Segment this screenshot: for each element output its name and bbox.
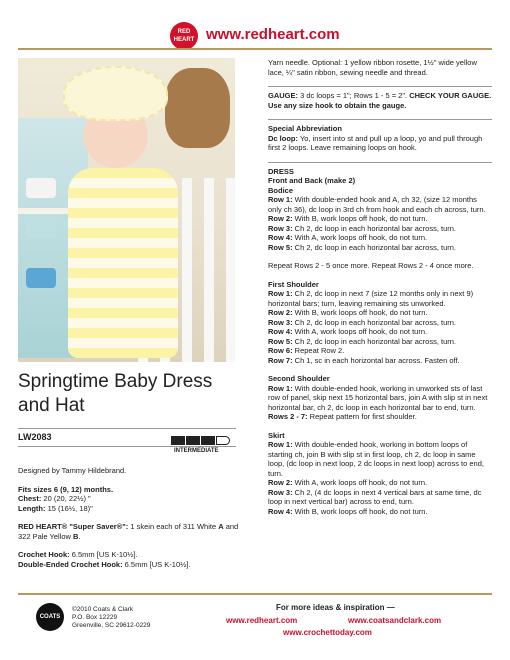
row-text: With double-ended hook, working in unworked sts of last row of panel, skip next 15 horizontal bars, join A with slip st in next horizontal bar, ch 2, dc loop in each horizontal bar to end, turn. bbox=[268, 383, 488, 412]
coats-logo-text: COATS bbox=[39, 614, 61, 620]
row-text: With B, work loops off hook, do not turn. bbox=[292, 214, 428, 223]
row-label: Row 2: bbox=[268, 308, 293, 317]
instruction-row bbox=[268, 243, 492, 253]
footer-link-crochettoday[interactable]: www.crochettoday.com bbox=[283, 628, 372, 637]
sizes-block bbox=[18, 485, 243, 514]
photo-towel bbox=[26, 218, 56, 238]
front-back-heading: Front and Back (make 2) bbox=[268, 176, 356, 185]
yarn-end: . bbox=[78, 531, 81, 541]
double-hook-label: Double-Ended Crochet Hook: bbox=[18, 559, 123, 569]
header-url-link[interactable]: www.redheart.com bbox=[206, 26, 340, 43]
row-text: With B, work loops off hook, do not turn. bbox=[292, 506, 428, 516]
row-text: Ch 1, sc in each horizontal bar across. Fasten off. bbox=[292, 355, 460, 365]
skill-level-bar bbox=[201, 436, 215, 445]
row-text: Ch 2, dc loop in each horizontal bar across, turn. bbox=[292, 317, 457, 327]
gauge-text: 3 dc loops = 1"; Rows 1 - 5 = 2". bbox=[298, 91, 410, 100]
gauge-divider bbox=[268, 86, 492, 87]
dress-divider bbox=[268, 162, 492, 163]
yarn-mid: and 322 Pale Yellow bbox=[18, 522, 239, 541]
row-label: Row 3: bbox=[268, 487, 293, 497]
double-hook-value: 6.5mm [US K-10½]. bbox=[122, 559, 191, 569]
instruction-row bbox=[268, 356, 492, 366]
dress-heading: DRESS bbox=[268, 166, 294, 176]
row-text: Ch 2, dc loop in next 7 (size 12 months only in next 9) horizontal bars; turn, leaving remaining sts unworked. bbox=[268, 289, 474, 308]
spacer bbox=[268, 252, 492, 261]
crochet-hook-label: Crochet Hook: bbox=[18, 550, 70, 559]
bodice-rows bbox=[268, 195, 492, 252]
bottom-divider bbox=[18, 593, 492, 595]
instruction-row bbox=[268, 308, 492, 318]
skill-level-bar bbox=[171, 436, 185, 445]
notions: Yarn needle. Optional: 1 yellow ribbon rosette, 1½" wide yellow lace, ¼" satin ribbon, sewing needle and thread. bbox=[268, 58, 477, 77]
row-text: With A, work loops off hook, do not turn. bbox=[292, 233, 428, 242]
bodice-heading: Bodice bbox=[268, 185, 294, 195]
row-text: With B, work loops off hook, do not turn. bbox=[292, 308, 428, 317]
length-value: 15 (16½, 18)" bbox=[45, 503, 93, 513]
photo-teddy-bear bbox=[165, 68, 230, 148]
row-label: Row 1: bbox=[268, 289, 293, 298]
coats-logo bbox=[36, 603, 64, 631]
first-shoulder-rows bbox=[268, 289, 492, 365]
row-label: Row 4: bbox=[268, 506, 293, 516]
footer-link-coatsandclark[interactable]: www.coatsandclark.com bbox=[348, 616, 442, 625]
length-label: Length: bbox=[18, 503, 46, 513]
special-text: Yo, insert into st and pull up a loop, yo and pull through first 2 loops. Leave remaining loops on hook. bbox=[268, 133, 483, 152]
abbreviation-divider bbox=[268, 119, 492, 120]
yarn-brand: RED HEART® "Super Saver®": bbox=[18, 522, 129, 531]
special-abbreviation bbox=[268, 124, 492, 153]
row-text: Repeat pattern for first shoulder. bbox=[307, 412, 417, 421]
row-label: Row 3: bbox=[268, 317, 293, 327]
row-text: Repeat Row 2. bbox=[292, 346, 345, 355]
gauge-block bbox=[268, 91, 492, 110]
title-divider bbox=[18, 428, 236, 429]
instruction-row bbox=[268, 327, 492, 337]
designer-credit: Designed by Tammy Hildebrand. bbox=[18, 466, 127, 475]
row-label: Row 2: bbox=[268, 214, 293, 223]
row-text: Ch 2, dc loop in each horizontal bar across, turn. bbox=[292, 336, 457, 346]
first-shoulder-heading: First Shoulder bbox=[268, 279, 319, 289]
special-heading: Special Abbreviation bbox=[268, 124, 342, 133]
footer-address bbox=[72, 606, 150, 630]
product-photo bbox=[18, 58, 235, 362]
gauge-check: CHECK YOUR GAUGE. Use any size hook to obtain the gauge. bbox=[268, 91, 492, 110]
skill-level-bar-empty bbox=[216, 436, 230, 445]
spacer bbox=[268, 422, 492, 431]
row-label: Row 1: bbox=[268, 383, 293, 393]
row-label: Row 1: bbox=[268, 195, 293, 204]
materials-info bbox=[18, 466, 243, 578]
instruction-row bbox=[268, 384, 492, 413]
sizes-fits: Fits sizes 6 (9, 12) months. bbox=[18, 484, 114, 494]
row-label: Row 6: bbox=[268, 346, 293, 355]
instruction-row bbox=[268, 488, 492, 507]
chest-value: 20 (20, 22½) " bbox=[41, 494, 91, 503]
row-text: Ch 2, (4 dc loops in next 4 vertical bars at same time, dc loop in next vertical bar) across to end, turn. bbox=[268, 487, 482, 506]
photo-towel bbox=[26, 268, 56, 288]
photo-hat bbox=[63, 66, 168, 121]
instruction-row bbox=[268, 233, 492, 243]
yarn-color-b: B bbox=[73, 531, 79, 541]
crochet-hook-value: 6.5mm [US K-10½]. bbox=[69, 550, 138, 559]
spacer bbox=[268, 365, 492, 374]
skill-level-bar bbox=[186, 436, 200, 445]
row-text: With A, work loops off hook, do not turn. bbox=[292, 327, 428, 336]
skirt-rows bbox=[268, 440, 492, 516]
second-shoulder-heading: Second Shoulder bbox=[268, 374, 330, 383]
row-text: With A, work loops off hook, do not turn. bbox=[292, 478, 428, 487]
spacer bbox=[268, 271, 492, 280]
row-text: Ch 2, dc loop in each horizontal bar across, turn. bbox=[292, 242, 457, 252]
hooks-block bbox=[18, 550, 243, 569]
row-label: Rows 2 - 7: bbox=[268, 412, 308, 421]
instruction-row bbox=[268, 214, 492, 224]
logo-text: RED HEART bbox=[173, 29, 195, 43]
instruction-row bbox=[268, 318, 492, 328]
yarn-block bbox=[18, 522, 243, 541]
instruction-row bbox=[268, 478, 492, 488]
code-divider bbox=[18, 446, 236, 447]
dress-section bbox=[268, 167, 492, 517]
row-text: With double-ended hook and A, ch 32, (size 12 months only ch 36), dc loop in 3rd ch from hook and each ch across, turn. bbox=[268, 195, 486, 214]
instruction-row bbox=[268, 412, 492, 422]
instructions-column bbox=[268, 58, 492, 525]
instruction-row bbox=[268, 195, 492, 214]
skirt-heading: Skirt bbox=[268, 430, 285, 440]
gauge-label: GAUGE: bbox=[268, 91, 298, 100]
photo-dress bbox=[68, 168, 178, 358]
row-label: Row 3: bbox=[268, 223, 293, 233]
second-shoulder-rows bbox=[268, 384, 492, 422]
address-line: Greenville, SC 29612-0229 bbox=[72, 622, 151, 629]
row-text: With double-ended hook, working in bottom loops of starting ch, join B with slip st in first loop, ch 2, dc loop in same loop, (dc loop in next loop, 2 dc loops in next loop) across to end, turn. bbox=[268, 440, 484, 478]
repeat-note: Repeat Rows 2 - 5 once more. Repeat Rows 2 - 4 once more. bbox=[268, 261, 474, 270]
instruction-row bbox=[268, 224, 492, 234]
instruction-row bbox=[268, 346, 492, 356]
address-line: ©2010 Coats & Clark bbox=[72, 606, 134, 613]
row-text: Ch 2, dc loop in each horizontal bar across, turn. bbox=[292, 223, 457, 233]
row-label: Row 4: bbox=[268, 233, 293, 242]
yarn-color-a: A bbox=[218, 522, 224, 531]
skill-level-label: INTERMEDIATE bbox=[174, 448, 219, 454]
address-line: P.O. Box 12229 bbox=[72, 614, 118, 621]
pattern-code: LW2083 bbox=[18, 432, 52, 442]
row-label: Row 2: bbox=[268, 478, 293, 487]
row-label: Row 5: bbox=[268, 336, 293, 346]
footer-heading: For more ideas & inspiration — bbox=[276, 603, 395, 612]
instruction-row bbox=[268, 440, 492, 478]
row-label: Row 7: bbox=[268, 355, 293, 365]
red-heart-logo[interactable] bbox=[170, 22, 198, 50]
instruction-row bbox=[268, 507, 492, 517]
row-label: Row 1: bbox=[268, 440, 293, 449]
top-divider bbox=[18, 48, 492, 50]
pattern-title: Springtime Baby Dress and Hat bbox=[18, 371, 213, 416]
special-label: Dc loop: bbox=[268, 133, 298, 143]
photo-towel bbox=[26, 178, 56, 198]
instruction-row bbox=[268, 289, 492, 308]
row-label: Row 5: bbox=[268, 242, 293, 252]
instruction-row bbox=[268, 337, 492, 347]
row-label: Row 4: bbox=[268, 327, 293, 336]
chest-label: Chest: bbox=[18, 494, 42, 503]
yarn-text: 1 skein each of 311 White bbox=[128, 522, 219, 531]
footer-link-redheart[interactable]: www.redheart.com bbox=[226, 616, 298, 625]
